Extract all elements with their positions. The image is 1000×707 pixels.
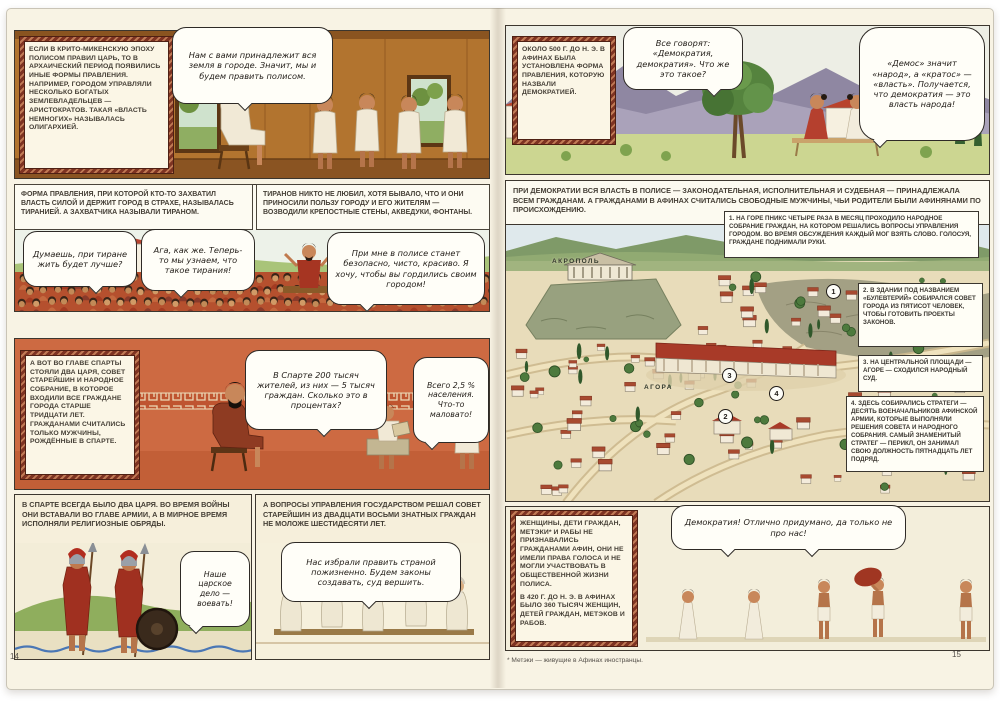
page-number-text: 14	[10, 652, 19, 661]
kings-caption: В СПАРТЕ ВСЕГДА БЫЛО ДВА ЦАРЯ. ВО ВРЕМЯ ВОЙНЫ ОНИ ВСТАВАЛИ ВО ГЛАВЕ АРМИИ, А В МИРНОЕ ВРЕМЯ ИСПОЛНЯЛИ РЕЛИГИОЗНЫЕ ОБРЯДЫ.	[22, 500, 230, 529]
caption-text: ЖЕНЩИНЫ, ДЕТИ ГРАЖДАН, МЕТЭКИ* И РАБЫ НЕ ПРИЗНАВАЛИСЬ ГРАЖДАНАМИ АФИН, ОНИ НЕ ИМЕЛИ ПРАВА ГОЛОСА И НЕ МОГЛИ УЧАСТВОВАТЬ В ОБЩЕСТВЕННОЙ ЖИЗНИ ПОЛИСА.	[520, 520, 624, 588]
bubble-text: Думаешь, при тиране жить будет лучше?	[32, 248, 128, 269]
non-citizens-speech-bubble	[671, 505, 906, 550]
council-caption: А ВОПРОСЫ УПРАВЛЕНИЯ ГОСУДАРСТВОМ РЕШАЛ СОВЕТ СТАРЕЙШИН ИЗ ДВАДЦАТИ ВОСЬМИ ЗНАТНЫХ ГРАЖДАН НЕ МОЛОЖЕ ШЕСТИДЕСЯТИ ЛЕТ.	[263, 500, 481, 529]
tyrant-speech-bubble	[327, 232, 485, 305]
bubble-text: В Спарте 200 тысяч жителей, из них — 5 тысяч граждан. Сколько это в процентах?	[257, 369, 375, 411]
marker-number: 2	[723, 412, 728, 421]
kings-speech-bubble	[180, 551, 250, 627]
map-note-2	[858, 283, 983, 347]
map-marker-2	[718, 409, 733, 424]
bubble-text: Все говорят: «Демократия, демократия». Что же это такое?	[636, 38, 730, 79]
note-number: 3.	[863, 359, 869, 366]
label-text: АГОРА	[644, 384, 673, 391]
note-text: НА ГОРЕ ПНИКС ЧЕТЫРЕ РАЗА В МЕСЯЦ ПРОХОДИЛО НАРОДНОЕ СОБРАНИЕ ГРАЖДАН, НА КОТОРОМ РЕШАЛИСЬ ВОПРОСЫ УПРАВЛЕНИЯ ГОРОДОМ. ВО ВРЕМЯ ОБСУЖДЕНИЯ КАЖДЫЙ МОГ ВЗЯТЬ СЛОВО. ГОЛОСУЯ, ГРАЖДАНЕ ПОДНИМАЛИ РУКИ.	[729, 215, 972, 246]
note-text: НА ЦЕНТРАЛЬНОЙ ПЛОЩАДИ — АГОРЕ — СХОДИЛСЯ НАРОДНЫЙ СУД.	[863, 359, 972, 382]
bubble-text: Всего 2,5 % населения. Что-то маловато!	[426, 380, 476, 419]
footnote-text: * Метэки — живущие в Афинах иностранцы.	[507, 657, 643, 664]
marker-number: 1	[831, 287, 836, 296]
map-marker-1	[826, 284, 841, 299]
bubble-text: Нам с вами принадлежит вся земля в городе. Значит, мы и будем править полисом.	[188, 50, 317, 81]
marker-number: 3	[727, 371, 732, 380]
bubble-text: Демократия! Отлично придумано, да только не про нас!	[684, 517, 893, 538]
sparta-question-bubble	[245, 350, 387, 430]
tyranny-caption-right	[256, 184, 490, 230]
note-text: В ЗДАНИИ ПОД НАЗВАНИЕМ «БУЛЕВТЕРИЙ» СОБИРАЛСЯ СОВЕТ ГОРОДА ИЗ ПЯТИСОТ ЧЕЛОВЕК, ЧТОБЫ ГОТОВИТЬ ПРОЕКТЫ ЗАКОНОВ.	[863, 287, 976, 326]
caption-text: ТИРАНОВ НИКТО НЕ ЛЮБИЛ, ХОТЯ БЫВАЛО, ЧТО И ОНИ ПРИНОСИЛИ ПОЛЬЗУ ГОРОДУ И ЕГО ЖИТЕЛЯМ — ВОЗВОДИЛИ КРЕПОСТНЫЕ СТЕНЫ, АКВЕДУКИ, ФОНТАНЫ.	[263, 191, 473, 217]
democracy-caption-box	[513, 37, 615, 144]
non-citizens-caption-box	[511, 511, 637, 646]
map-label-agora	[644, 384, 673, 391]
page-number-left	[10, 652, 19, 661]
map-note-4	[846, 396, 984, 472]
map-note-3	[858, 355, 983, 392]
map-marker-3	[722, 368, 737, 383]
map-label-acropolis	[552, 258, 600, 265]
note-number: 2.	[863, 287, 869, 294]
citizen1-speech-bubble	[23, 231, 137, 287]
metics-footnote	[507, 657, 643, 664]
citizen2-speech-bubble	[141, 229, 255, 291]
sparta-caption-box	[21, 351, 139, 479]
democracy-question-bubble	[623, 27, 743, 90]
label-text: АКРОПОЛЬ	[552, 258, 600, 265]
map-note-1	[724, 211, 979, 258]
oligarchy-caption-box	[20, 37, 173, 173]
page-number-right	[952, 650, 961, 659]
bubble-text: «Демос» значит «народ», а «кратос» — «власть». Получается, что демократия — это власть народа!	[872, 58, 972, 110]
note-text: ЗДЕСЬ СОБИРАЛИСЬ СТРАТЕГИ — ДЕСЯТЬ ВОЕНАЧАЛЬНИКОВ АФИНСКОЙ АРМИИ, КОТОРЫЕ ВЫПОЛНЯЛИ РЕШЕНИЯ СОВЕТА И НАРОДНОГО СОБРАНИЯ. САМЫЙ ЗНАМЕНИТЫЙ СТРАТЕГ — ПЕРИКЛ, ОН ЗАНИМАЛ СВОЮ ДОЛЖНОСТЬ ПЯТНАДЦАТЬ ЛЕТ ПОДРЯД.	[851, 400, 978, 463]
marker-number: 4	[774, 389, 779, 398]
sparta-answer-bubble	[413, 357, 489, 443]
athens-map-caption: ПРИ ДЕМОКРАТИИ ВСЯ ВЛАСТЬ В ПОЛИСЕ — ЗАКОНОДАТЕЛЬНАЯ, ИСПОЛНИТЕЛЬНАЯ И СУДЕБНАЯ — ПРИНАДЛЕЖАЛА ВСЕМ ГРАЖДАНАМ. А ГРАЖДАНАМИ В АФИНАХ СЧИТАЛИСЬ СВОБОДНЫЕ МУЖЧИНЫ, ЧЬИ РОДИТЕЛИ БЫЛИ АФИНЯНАМИ ПО ПРОИСХОЖДЕНИЮ.	[513, 186, 981, 215]
democracy-answer-bubble	[859, 27, 985, 141]
stoa-building	[646, 343, 846, 391]
bubble-text: Наше царское дело — воевать!	[197, 569, 233, 608]
bubble-text: При мне в полисе станет безопасно, чисто, красиво. Я хочу, чтобы вы гордились своим городом!	[335, 248, 477, 289]
caption-text: ФОРМА ПРАВЛЕНИЯ, ПРИ КОТОРОЙ КТО-ТО ЗАХВАТИЛ ВЛАСТЬ СИЛОЙ И ДЕРЖИТ ГОРОД В СТРАХЕ, НАЗЫВАЛАСЬ ТИРАНИЕЙ. А ЗАХВАТЧИКА НАЗЫВАЛИ ТИРАНОМ.	[21, 191, 234, 217]
tyranny-caption-left	[14, 184, 253, 230]
page-number-text: 15	[952, 650, 961, 659]
council-speech-bubble	[281, 542, 461, 602]
caption-stat-text: В 420 Г. ДО Н. Э. В АФИНАХ БЫЛО 360 ТЫСЯЧ ЖЕНЩИН, ДЕТЕЙ ГРАЖДАН, МЕТЭКОВ И РАБОВ.	[520, 593, 625, 627]
note-number: 1.	[729, 215, 735, 222]
aristocrat-speech-bubble	[172, 27, 333, 104]
map-marker-4	[769, 386, 784, 401]
caption-text: ОКОЛО 500 Г. ДО Н. Э. В АФИНАХ БЫЛА УСТАНОВЛЕНА ФОРМА ПРАВЛЕНИЯ, КОТОРУЮ НАЗВАЛИ ДЕМОКРАТИЕЙ.	[522, 46, 606, 97]
note-number: 4.	[851, 400, 857, 407]
caption-text: А ВОТ ВО ГЛАВЕ СПАРТЫ СТОЯЛИ ДВА ЦАРЯ, СОВЕТ СТАРЕЙШИН И НАРОДНОЕ СОБРАНИЕ, В КОТОРОЕ ВХОДИЛИ ВСЕ ГРАЖДАНЕ ГОРОДА СТАРШЕ ТРИДЦАТИ ЛЕТ. ГРАЖДАНАМИ СЧИТАЛИСЬ ТОЛЬКО МУЖЧИНЫ, РОЖДЁННЫЕ В СПАРТЕ.	[30, 360, 126, 446]
caption-text: ЕСЛИ В КРИТО-МИКЕНСКУЮ ЭПОХУ ПОЛИСОМ ПРАВИЛ ЦАРЬ, ТО В АРХАИЧЕСКИЙ ПЕРИОД ПОЯВИЛИСЬ ИНЫЕ ФОРМЫ ПРАВЛЕНИЯ. НАПРИМЕР, ГОРОДОМ УПРАВЛЯЛИ НЕСКОЛЬКО БОГАТЫХ ЗЕМЛЕВЛАДЕЛЬЦЕВ — АРИСТОКРАТОВ. ТАКАЯ «ВЛАСТЬ НЕМНОГИХ» НАЗЫВАЛАСЬ ОЛИГАРХИЕЙ.	[29, 46, 161, 132]
bubble-text: Ага, как же. Теперь-то мы узнаем, что такое тирания!	[153, 244, 243, 276]
bubble-text: Нас избрали править страной пожизненно. Будем законы создавать, суд вершить.	[306, 556, 436, 588]
